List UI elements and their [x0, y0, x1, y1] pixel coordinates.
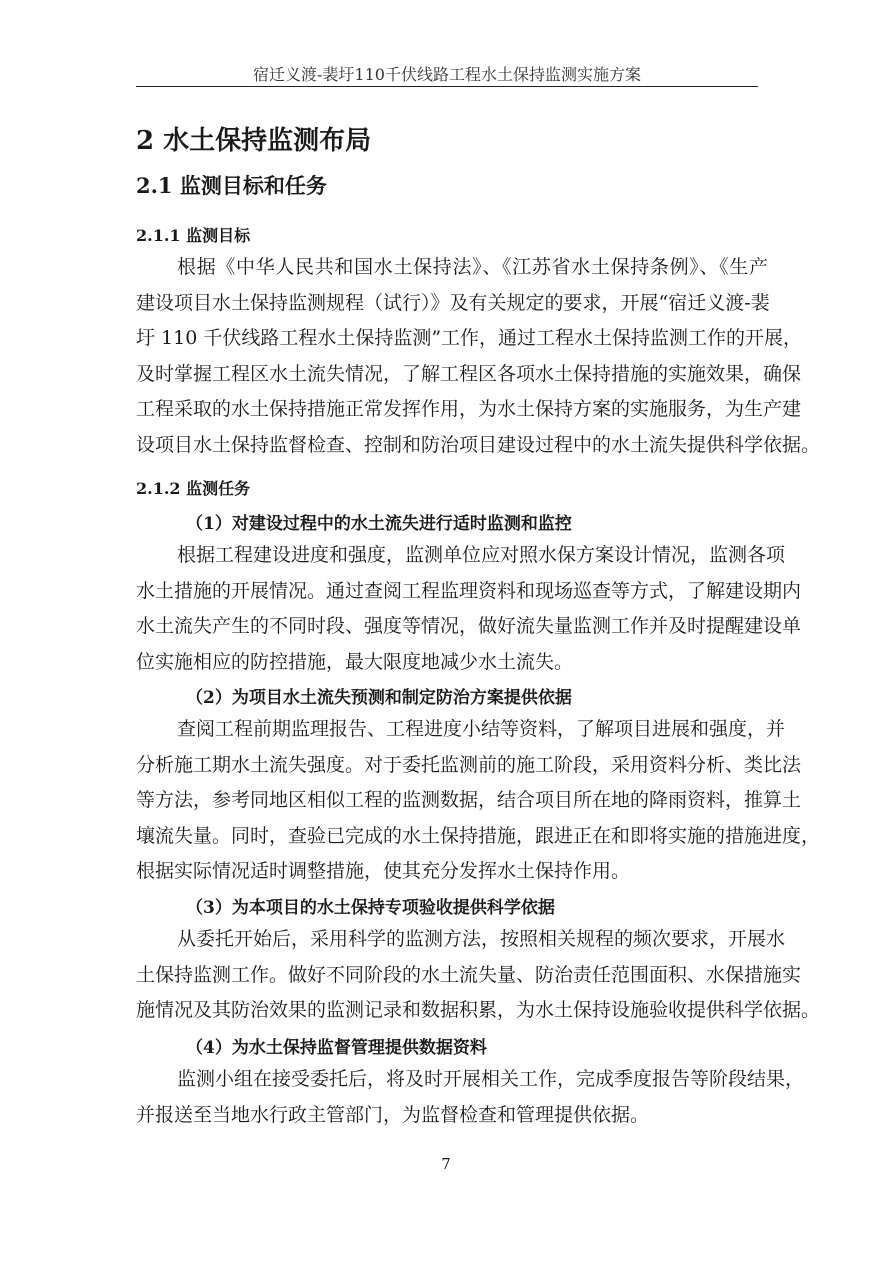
text-line: 从委托开始后，采用科学的监测方法，按照相关规程的频次要求，开展水	[177, 928, 786, 950]
text-line: 等方法，参考同地区相似工程的监测数据，结合项目所在地的降雨资料，推算土	[136, 789, 802, 812]
task-paragraph-2	[136, 712, 821, 890]
task-paragraph-3	[136, 922, 821, 1029]
task-heading-1: （1）对建设过程中的水土流失进行适时监测和监控	[186, 514, 572, 534]
text-line: 设项目水土保持监督检查、控制和防治项目建设过程中的水土流失提供科学依据。	[136, 433, 821, 456]
text-line: 监测小组在接受委托后，将及时开展相关工作，完成季度报告等阶段结果，	[177, 1068, 805, 1090]
task-paragraph-4	[136, 1062, 805, 1133]
header-rule	[136, 86, 758, 87]
text-line: 根据实际情况适时调整措施，使其充分发挥水土保持作用。	[136, 860, 631, 883]
task-heading-2: （2）为项目水土流失预测和制定防治方案提供依据	[186, 688, 572, 708]
task-heading-4: （4）为水土保持监督管理提供数据资料	[186, 1038, 487, 1058]
text-line: 查阅工程前期监理报告、工程进度小结等资料，了解项目进展和强度，并	[177, 718, 786, 740]
text-line: 及时掌握工程区水土流失情况，了解工程区各项水土保持措施的实施效果，确保	[136, 362, 802, 385]
task-heading-3: （3）为本项目的水土保持专项验收提供科学依据	[186, 898, 555, 918]
subsection-heading-2-1-1: 2.1.1 监测目标	[136, 226, 251, 245]
text-line: 圩 110 千伏线路工程水土保持监测”工作，通过工程水土保持监测工作的开展，	[136, 327, 803, 350]
paragraph-monitoring-goals	[136, 250, 821, 464]
text-line: 并报送至当地水行政主管部门，为监督检查和管理提供依据。	[136, 1103, 650, 1126]
text-line: 施情况及其防治效果的监测记录和数据积累，为水土保持设施验收提供科学依据。	[136, 999, 821, 1022]
text-line: 根据《中华人民共和国水土保持法》、《江苏省水土保持条例》、《生产	[177, 256, 768, 278]
text-line: 工程采取的水土保持措施正常发挥作用，为水土保持方案的实施服务，为生产建	[136, 398, 802, 421]
running-header: 宿迁义渡-裴圩110千伏线路工程水土保持监测实施方案	[253, 65, 641, 84]
text-line: 分析施工期水土流失强度。对于委托监测前的施工阶段，采用资料分析、类比法	[136, 753, 802, 776]
text-line: 水土流失产生的不同时段、强度等情况，做好流失量监测工作并及时提醒建设单	[136, 615, 802, 638]
text-line: 建设项目水土保持监测规程（试行）》及有关规定的要求，开展“宿迁义渡-裴	[136, 291, 770, 314]
text-line: 壤流失量。同时，查验已完成的水土保持措施，跟进正在和即将实施的措施进度，	[136, 824, 821, 847]
page-number: 7	[441, 1155, 451, 1173]
text-line: 水土措施的开展情况。通过查阅工程监理资料和现场巡查等方式，了解建设期内	[136, 579, 802, 602]
subsection-heading-2-1-2: 2.1.2 监测任务	[136, 479, 251, 498]
chapter-heading: 2 水土保持监测布局	[136, 126, 372, 156]
text-line: 土保持监测工作。做好不同阶段的水土流失量、防治责任范围面积、水保措施实	[136, 963, 802, 986]
task-paragraph-1	[136, 538, 802, 680]
text-line: 位实施相应的防控措施，最大限度地减少水土流失。	[136, 650, 574, 673]
section-heading: 2.1 监测目标和任务	[136, 173, 327, 198]
text-line: 根据工程建设进度和强度，监测单位应对照水保方案设计情况，监测各项	[177, 544, 786, 566]
